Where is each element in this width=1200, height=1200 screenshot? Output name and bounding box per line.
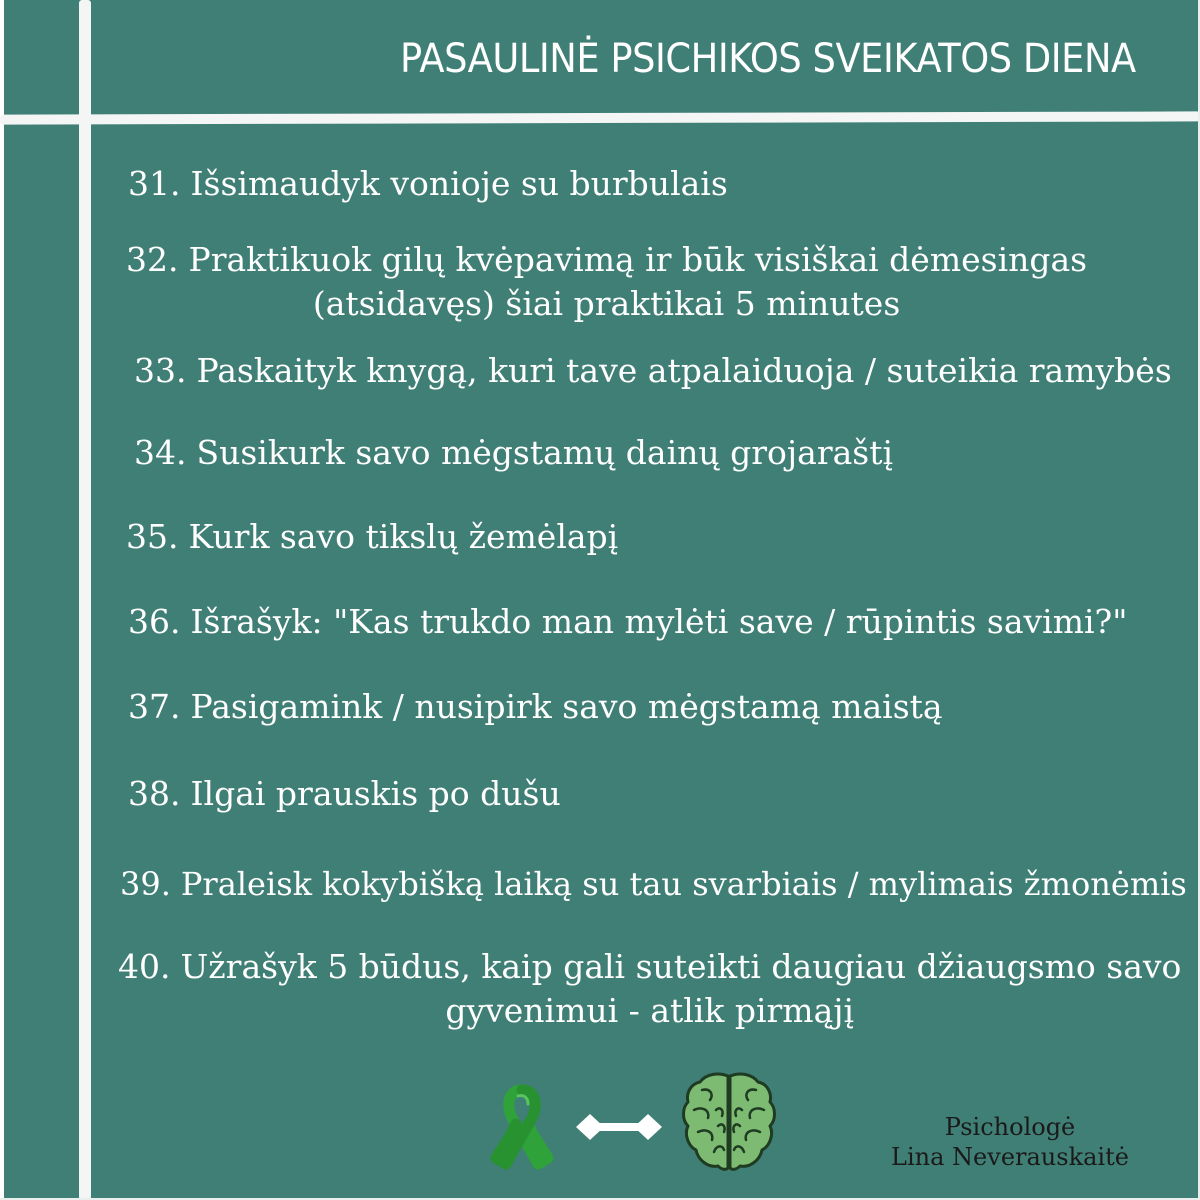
link-connector-icon [574,1110,664,1144]
list-item [128,600,1127,644]
frame-line-left [79,0,91,1200]
list-item [128,685,943,729]
item-text: Paskaityk knygą, kuri tave atpalaiduoja / suteikia ramybės [196,351,1172,390]
list-item [128,162,728,206]
item-number: 36. [128,602,181,641]
footer-icons [488,1070,788,1180]
item-text: Pasigamink / nusipirk savo mėgstamą maistą [190,687,943,726]
item-text: Praktikuok gilų kvėpavimą ir būk visiškai dėmesingas [188,240,1088,279]
item-number: 33. [134,351,187,390]
signature [880,1112,1140,1172]
awareness-ribbon-icon [488,1084,558,1174]
item-text: Kurk savo tikslų žemėlapį [188,517,619,556]
item-number: 34. [134,433,187,472]
list-item [126,515,618,559]
item-number: 39. [120,865,171,903]
frame-line-top [0,111,1200,124]
page-title: PASAULINĖ PSICHIKOS SVEIKATOS DIENA [400,36,1136,82]
item-number: 35. [126,517,179,556]
item-number: 37. [128,687,181,726]
item-number: 31. [128,164,181,203]
list-item [120,862,1187,906]
item-text: Ilgai prauskis po dušu [190,774,561,813]
item-text: Išsimaudyk vonioje su burbulais [190,164,728,203]
frame-line-left-outer [0,0,4,1200]
list-item [118,945,1181,1033]
list-item [134,349,1172,393]
list-item [134,431,893,475]
signature-title: Psichologė [944,1113,1076,1141]
brain-icon [680,1070,778,1174]
item-text: Praleisk kokybišką laiką su tau svarbiais / mylimais žmonėmis [180,865,1187,903]
item-text: Užrašyk 5 būdus, kaip gali suteikti daugiau džiaugsmo savo [180,947,1182,986]
item-number: 32. [126,240,179,279]
item-text-continuation: gyvenimui - atlik pirmąjį [445,991,855,1030]
item-text: Susikurk savo mėgstamų dainų grojaraštį [196,433,894,472]
item-text-continuation: (atsidavęs) šiai praktikai 5 minutes [312,284,901,323]
list-item [126,238,1087,326]
item-number: 38. [128,774,181,813]
item-number: 40. [118,947,171,986]
item-text: Išrašyk: "Kas trukdo man mylėti save / rūpintis savimi?" [190,602,1128,641]
list-item [128,772,561,816]
signature-name: Lina Neverauskaitė [891,1143,1129,1171]
